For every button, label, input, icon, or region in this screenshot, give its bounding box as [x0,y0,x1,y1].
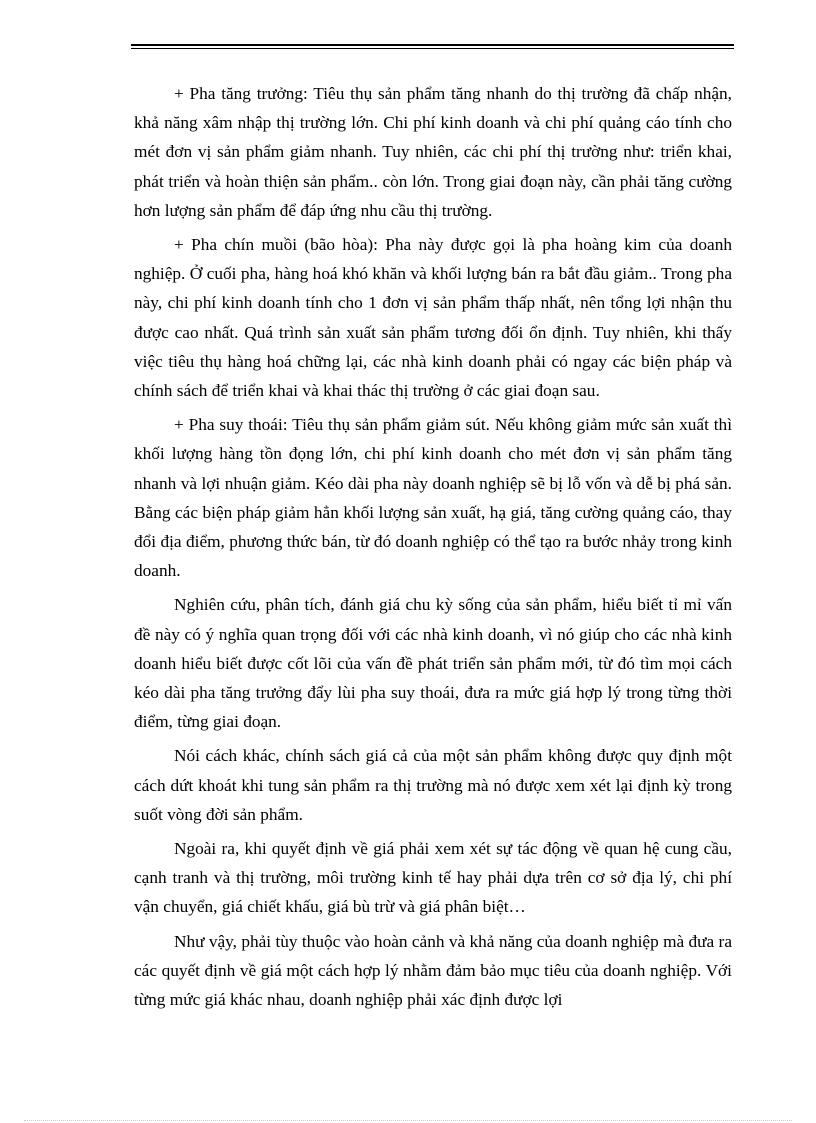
paragraph-growth-phase: + Pha tăng trưởng: Tiêu thụ sản phẩm tăng nhanh do thị trường đã chấp nhận, khả năng xâm nhập thị trường lớn. Chi phí kinh doanh và chi phí quảng cáo tính cho mét đơn vị sản phẩm giảm nhanh. Tuy nhiên, các chi phí thị trường như: triển khai, phát triển và hoàn thiện sản phẩm.. còn lớn. Trong giai đoạn này, cần phải tăng cường hơn lượng sản phẩm để đáp ứng nhu cầu thị trường. [134,84,732,220]
paragraph-pricing-policy: Nói cách khác, chính sách giá cả của một sản phẩm không được quy định một cách dứt khoát khi tung sản phẩm ra thị trường mà nó được xem xét lại định kỳ trong suốt vòng đời sản phẩm. [134,746,732,824]
header-rule-thick [131,44,734,46]
page-bottom-edge [24,1120,792,1121]
paragraph-maturity-phase: + Pha chín muồi (bão hòa): Pha này được gọi là pha hoàng kim của doanh nghiệp. Ở cuối pha, hàng hoá khó khăn và khối lượng bán ra bắt đầu giảm.. Trong pha này, chi phí kinh doanh tính cho 1 đơn vị sản phẩm thấp nhất, nên tổng lợi nhận thu được cao nhất. Quá trình sản xuất sản phẩm tương đối ổn định. Tuy nhiên, khi thấy việc tiêu thụ hàng hoá chững lại, các nhà kinh doanh phải có ngay các biện pháp và chính sách để triển khai và khai thác thị trường ở các giai đoạn sau. [134,235,732,401]
header-double-rule [131,44,734,50]
paragraph-conclusion: Như vậy, phải tùy thuộc vào hoàn cảnh và khả năng của doanh nghiệp mà đưa ra các quyết định về giá một cách hợp lý nhằm đảm bảo mục tiêu của doanh nghiệp. Với từng mức giá khác nhau, doanh nghiệp phải xác định được lợi [134,931,732,1010]
header-rule-thin [131,48,734,49]
paragraph-life-cycle-study: Nghiên cứu, phân tích, đánh giá chu kỳ sống của sản phẩm, hiểu biết tỉ mỉ vấn đề này có ý nghĩa quan trọng đối với các nhà kinh doanh, vì nó giúp cho các nhà kinh doanh hiểu biết được cốt lõi của vấn đề phát triển sản phẩm mới, từ đó tìm mọi cách kéo dài pha tăng trưởng đẩy lùi pha suy thoái, đưa ra mức giá hợp lý trong từng thời điểm, từng giai đoạn. [134,595,732,732]
paragraph-pricing-factors: Ngoài ra, khi quyết định về giá phải xem xét sự tác động về quan hệ cung cầu, cạnh tranh và thị trường, môi trường kinh tế hay phải dựa trên cơ sở địa lý, chi phí vận chuyển, giá chiết khấu, giá bù trừ và giá phân biệt… [134,839,732,917]
document-body [134,79,732,1019]
paragraph-decline-phase: + Pha suy thoái: Tiêu thụ sản phẩm giảm sút. Nếu không giảm mức sản xuất thì khối lượng hàng tồn đọng lớn, chi phí kinh doanh cho mét đơn vị sản phẩm tăng nhanh và lợi nhuận giảm. Kéo dài pha này doanh nghiệp sẽ bị lỗ vốn và dễ bị phá sản. Bằng các biện pháp giảm hẳn khối lượng sản xuất, hạ giá, tăng cường quảng cáo, thay đổi địa điểm, phương thức bán, từ đó doanh nghiệp có thể tạo ra bước nhảy trong kinh doanh. [134,415,732,581]
